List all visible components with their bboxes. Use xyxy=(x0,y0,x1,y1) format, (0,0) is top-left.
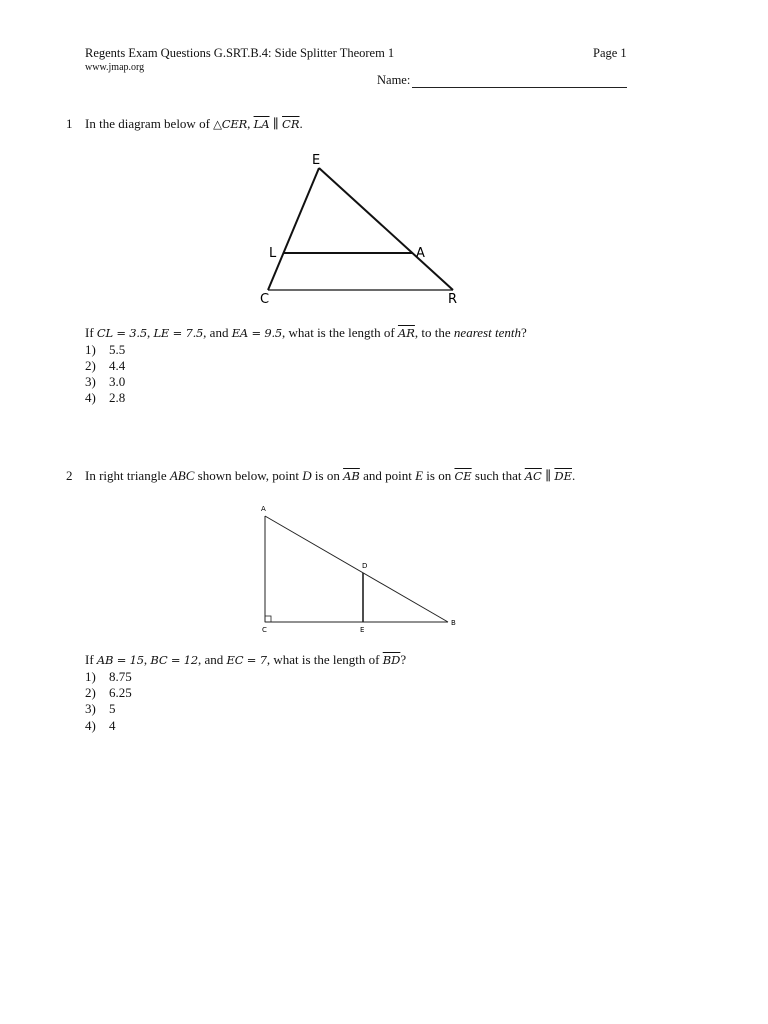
q1-seg-cr: $\overline{CR}$ xyxy=(282,117,300,131)
q1-label-c: C xyxy=(260,292,270,307)
header-title: Regents Exam Questions G.SRT.B.4: Side Splitter Theorem 1 xyxy=(85,46,395,60)
q1-choice-1[interactable]: 1) 5.5 xyxy=(85,342,126,357)
q1-parallel: ∥ xyxy=(272,116,279,131)
q1-stem: If CL = 3.5, LE = 7.5, and EA = 9.5, what is the length of $\overline{AR}$, to the nearest tenth? xyxy=(85,325,527,340)
q2-choice-3[interactable]: 3) 5 xyxy=(85,701,116,716)
q2-seg-ce: $\overline{CE}$ xyxy=(454,469,472,483)
q1-choice-4[interactable]: 4) 2.8 xyxy=(85,390,126,405)
page-number: Page 1 xyxy=(593,46,627,60)
q1-label-a: A xyxy=(416,246,425,261)
q1-side-ec xyxy=(268,168,319,290)
q1-label-e: E xyxy=(312,153,321,168)
header-site: www.jmap.org xyxy=(85,62,145,73)
q2-given-bc: BC = 12 xyxy=(150,653,199,667)
q2-choice-4[interactable]: 4) 4 xyxy=(85,718,116,733)
name-label: Name: xyxy=(377,73,411,87)
q1-triangle-diagram xyxy=(255,148,465,308)
q2-stem: If AB = 15, BC = 12, and EC = 7, what is the length of $\overline{BD}$? xyxy=(85,652,407,667)
name-line xyxy=(412,87,627,88)
q1-seg-ar: $\overline{AR}$ xyxy=(397,326,415,340)
q1-label-r: R xyxy=(448,292,458,307)
q2-label-b: B xyxy=(451,619,456,627)
q2-label-a: A xyxy=(261,505,266,513)
q2-label-e: E xyxy=(360,626,365,634)
q1-given-ea: EA = 9.5 xyxy=(231,326,283,340)
q2-label-c: C xyxy=(262,626,267,634)
q1-choice-2[interactable]: 2) 4.4 xyxy=(85,358,126,373)
q2-choice-1[interactable]: 1) 8.75 xyxy=(85,669,132,684)
q1-choice-3[interactable]: 3) 3.0 xyxy=(85,374,126,389)
q2-choice-2[interactable]: 2) 6.25 xyxy=(85,685,132,700)
q2-number: 2 xyxy=(66,468,73,483)
q1-side-er xyxy=(319,168,453,290)
q2-given-ec: EC = 7 xyxy=(226,653,267,667)
q2-seg-ac: $\overline{AC}$ xyxy=(524,469,542,483)
q2-given-ab: AB = 15 xyxy=(96,653,144,667)
q1-prompt: In the diagram below of △CER, $\overline{LA}$ ∥ $\overline{CR}$. xyxy=(85,116,303,131)
q2-right-angle-mark xyxy=(265,616,271,622)
q1-given-le: LE = 7.5 xyxy=(153,326,204,340)
q1-label-l: L xyxy=(269,246,277,261)
q2-triangle: ABC xyxy=(169,468,195,483)
q2-seg-de: $\overline{DE}$ xyxy=(554,469,572,483)
q2-side-ab xyxy=(265,516,448,622)
q1-intro: In the diagram below of xyxy=(85,116,210,131)
q2-seg-ab: $\overline{AB}$ xyxy=(343,469,360,483)
q1-triangle: △CER xyxy=(213,117,248,131)
q1-given-cl: CL = 3.5 xyxy=(96,326,147,340)
q2-label-d: D xyxy=(362,562,368,570)
q2-prompt: In right triangle ABC shown below, point D is on $\overline{AB}$ and point E is on $\overline{CE}$ such that $\overline{AC}$ ∥ $\overline{DE}$. xyxy=(85,468,576,483)
q1-number: 1 xyxy=(66,116,73,131)
q2-right-triangle-diagram xyxy=(255,500,465,635)
q1-seg-la: $\overline{LA}$ xyxy=(253,117,270,131)
q2-seg-bd: $\overline{BD}$ xyxy=(382,653,401,667)
